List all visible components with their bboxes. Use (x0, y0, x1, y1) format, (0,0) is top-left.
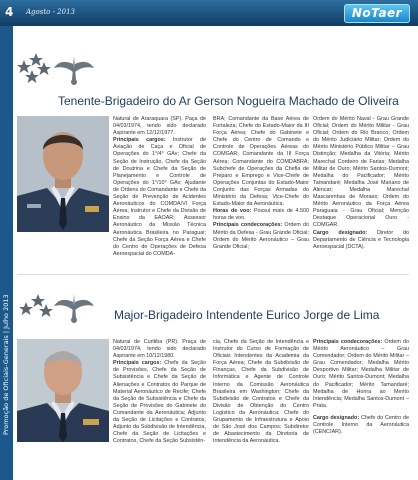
officer-name: Tenente-Brigadeiro do Ar Gerson Nogueira Machado de Oliveira (58, 94, 399, 108)
rank-insignia-icon (16, 290, 96, 330)
vertical-section-title: Promoção de Oficiais-Generais | Julho 2013 (2, 294, 10, 435)
officer-portrait (17, 339, 109, 442)
bio-column-2 (213, 339, 309, 445)
page-number: 4 (5, 5, 14, 19)
bio-paragraph: Principais cargos: Instrutor de Aviação de Caça e Oficial de Operações do 1°/4° GAv; Chefe da Seção de Instrução, Chefe da Seção de Doutrina e Chefe da Seção de Planejamento e Controle de Operações do 1°/10° GAv; Ajudante de Ordens do Comandante e Chefe da Seção de Prevenção de Acidentes Aeronáuticos do COMDA/VI Força Aérea; Instrutor e Chefe da Divisão de Ensino da EAOAR; Assessor Aeronáutico da Missão Técnica Aeronáutica Brasileira no Paraguai; Chefe da Seção Força Aérea e Chefe do Centro de Operações de Defesa Aeroespacial do COMDA- (113, 137, 206, 257)
page-header (0, 0, 418, 26)
bio-paragraph: Principais condecorações: Ordem do Mérito da Defesa - Grau Grande Oficial; Ordem do Mérito Aeronáutico – Grau Grande Oficial; (213, 222, 309, 250)
left-sidebar (0, 26, 13, 480)
officer-portrait (17, 116, 109, 232)
bio-column-1 (113, 116, 206, 258)
bio-paragraph: Principais cargos: Chefe da Seção de Provisões, Chefe da Seção de Subsistência e Chefe da Seção de Alienações e Contratos do Parque de Material Aeronáutico de Recife; Chefe da Seção de Subsistência e Chefe da Seção de Provisões do Gabinete do Comandante da Aeronáutica; Adjunto da Seção de Licitações e Contratos, Adjunto da Subdivisão de Intendência, Chefe da Seção de Licitações e Contratos, Chefe da Seção Subsistên- (113, 360, 206, 445)
bio-paragraph: Principais condecorações: Ordem do Mérito Aeronáutico – Grau Comendador; Ordem do Mérito Militar – Grau Comendador; Medalha Mérito Desportivo Militar; Medalha Militar de Ouro; Mérito Santos-Dumont; Medalha do Pacificador; Mérito Tamandaré; Medalha de Honra ao Merito Intendência; Medalha Santos-Dumont – Prata. (313, 339, 409, 409)
bio-column-3 (313, 116, 409, 251)
bio-paragraph: Cargo designado: Chefe do Centro de Controle Interno da Aeronáutica (CENCIAR). (313, 414, 409, 436)
bio-paragraph: Natural de Curitiba (PR). Praça de 04/03/1974, tendo sido declarado Aspirante em 10/12/1980. (113, 339, 206, 360)
bio-column-1 (113, 339, 206, 445)
rank-insignia-icon (16, 50, 96, 94)
officer-name: Major-Brigadeiro Intendente Eurico Jorge de Lima (114, 308, 380, 322)
bio-paragraph: cia, Chefe da Seção de Intendência e Instrutor do Curso de Formação de Oficiais Intendentes da Academia da Força Aérea; Chefe da Subdivisão de Finanças, Chefe da Subdivisão de Informática e Agente de Controle Interno da Comissão Aeronáutica Brasileira em Washington; Chefe da Subdivisão de Contratos e Chefe da Divisão de Obtenção do Centro Logístico da Aeronáutica; Chefe do Grupamento de Infraestrutura e Apoio de São José dos Campos; Subdiretor de Abastecimento da Diretoria de Intendência da Aeronáutica. (213, 339, 309, 445)
notaer-logo: NoTaer (344, 4, 410, 23)
bio-paragraph: Horas de voo: Possui mais de 4.500 horas de voo. (213, 208, 309, 222)
bio-paragraph: BRA; Comandante da Base Aérea de Fortaleza; Chefe do Estado-Maior da III Força Aérea; Chefe do Gabinete e Chefe do Centro de Comando e Controle de Operações Aéreas do COMGAR; Comandante da III Força Aérea; Comandante do COMDABRA; Subchefe de Operações da Chefia de Preparo e Emprego e Vice-Chefe de Operações Conjuntas do Estado-Maior Conjunto das Forças Armadas do Ministério da Defesa; Vice-Chefe do Estado-Maior da Aeronáutica. (213, 116, 309, 208)
bio-column-2 (213, 116, 309, 251)
bio-paragraph: Natural de Araraquara (SP). Paça de 04/03/1974, tendo sido declarado Aspirante em 12/12/1977. (113, 116, 206, 137)
section-divider (17, 274, 409, 275)
issue-date: Agosto - 2013 (26, 8, 75, 16)
bio-paragraph: Cargo designado: Diretor do Departamento de Ciência e Tecnologia Aeroespacial (DCTA). (313, 229, 410, 250)
bio-column-3 (313, 339, 409, 436)
bio-paragraph: Ordem do Mérito Naval - Grau Grande Oficial; Ordem do Mérito Militar - Grau Oficial; Ordem do Rio Branco; Ordem do Mérito Judiciário Militar; Ordem do Mérito Ministério Público Militar – Grau Distinção; Medalha da Vitória; Mérito Marechal Cordeiro de Farias; Medalha Militar de Ouro; Mérito Santos-Dumont; Medalha do Pacificador; Mérito Tamandaré; Medalha José Mariano de Alencar; Medalha Marechal Mascarenhas de Moraes; Ordem do Mérito Aeronáutico da Força Aérea Paraguaia - Grau Oficial; Menção Destaque Operacional Ouro - COMGAR. (313, 116, 409, 229)
